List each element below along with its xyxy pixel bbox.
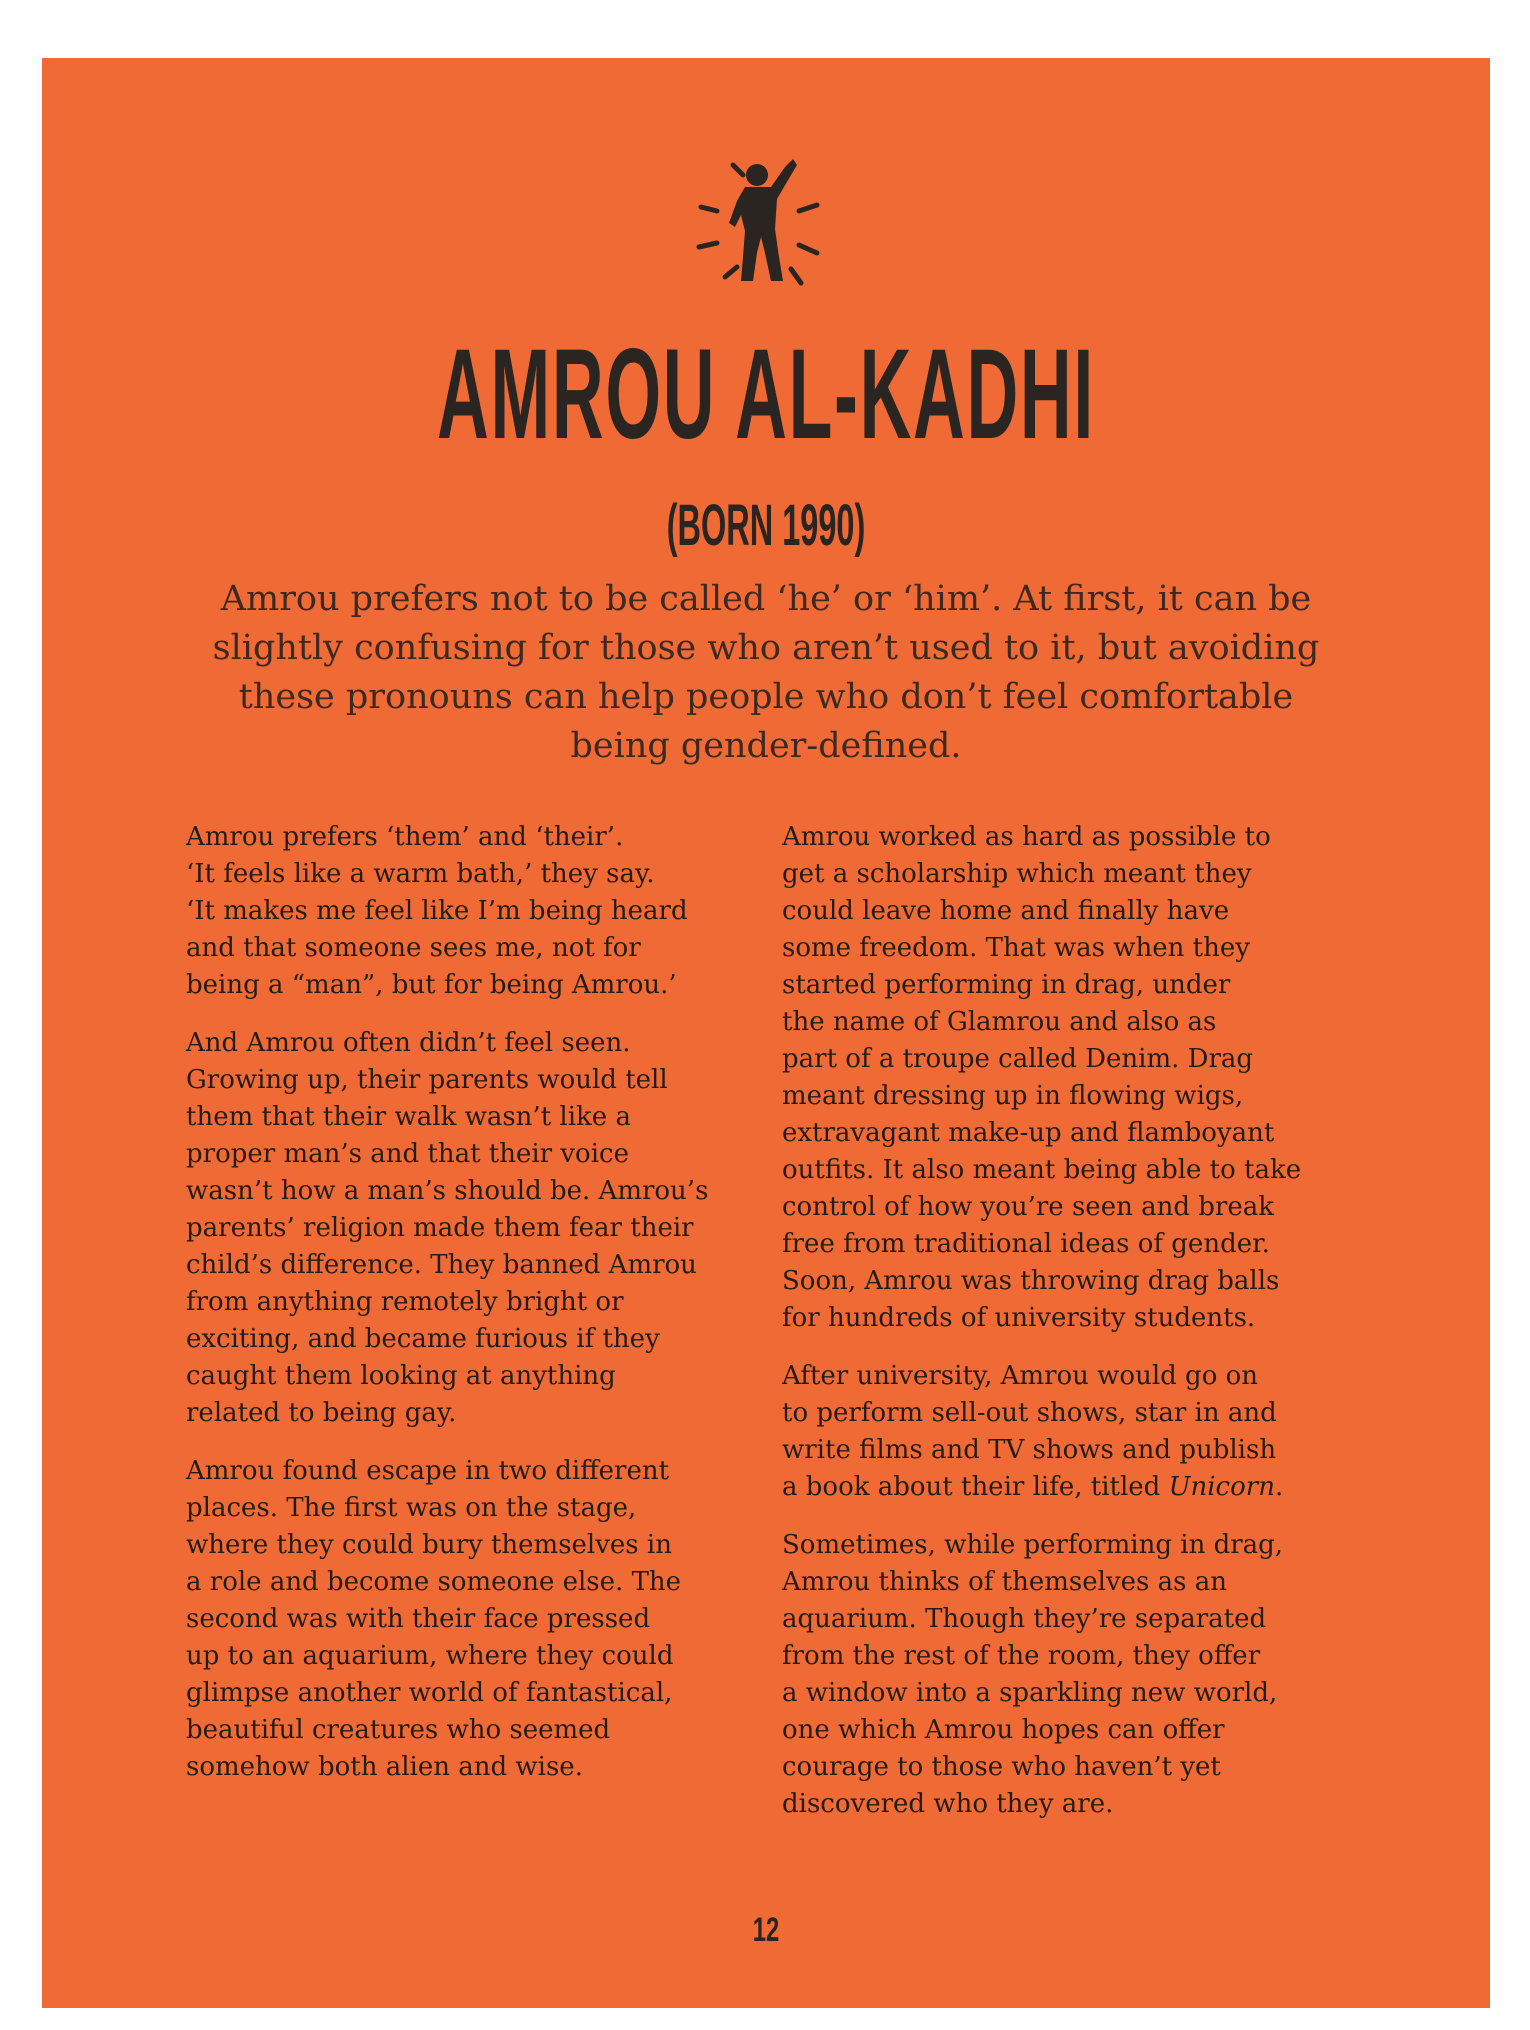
page-number: 12 bbox=[752, 1911, 780, 1949]
paragraph: Amrou found escape in two different places. The first was on the stage, where they could bury themselves in a role and become someone else. The second was with their face pressed up to an aquarium, where they could glimpse another world of fantastical, beautiful creatures who seemed somehow both alien and wise. bbox=[186, 1456, 682, 1782]
paragraph-after-university bbox=[782, 1358, 1422, 1506]
book-title: Unicorn bbox=[1168, 1472, 1275, 1502]
paragraph: Sometimes, while performing in drag, Amrou thinks of themselves as an aquarium. Though they’re separated from the rest of the room, they offer a window into a sparkling new world, one which Amrou hopes can offer courage to those who haven’t yet discovered who they are. bbox=[782, 1530, 1284, 1819]
page-title: AMROU AL-KADHI bbox=[437, 323, 1095, 466]
page-background bbox=[42, 58, 1490, 2008]
paragraph: Amrou prefers ‘them’ and ‘their’. ‘It feels like a warm bath,’ they say. ‘It makes me feel like I’m being heard and that someone sees me, not for being a “man”, but for being Amrou.’ bbox=[186, 822, 688, 1000]
intro-text: Amrou prefers not to be called ‘he’ or ‘him’. At first, it can be slightly confusing for those who aren’t used to it, but avoiding these pronouns can help people who don’t feel comfortable being gender-defined. bbox=[212, 579, 1320, 766]
sentence-end: . bbox=[1274, 1472, 1284, 1502]
paragraph: And Amrou often didn’t feel seen. Growing up, their parents would tell them that their walk wasn’t like a proper man’s and that their voice wasn’t how a man’s should be. Amrou’s parents’ religion made them fear their child’s difference. They banned Amrou from anything remotely bright or exciting, and became furious if they caught them looking at anything related to being gay. bbox=[186, 1028, 709, 1428]
birth-year: (BORN 1990) bbox=[666, 493, 866, 558]
right-column bbox=[782, 819, 1422, 1844]
left-column bbox=[186, 819, 792, 1807]
paragraph: Amrou worked as hard as possible to get a scholarship which meant they could leave home and finally have some freedom. That was when they started performing in drag, under the name of Glamrou and also as part of a troupe called Denim. Drag meant dressing up in flowing wigs, extravagant make-up and flamboyant outfits. It also meant being able to take control of how you’re seen and break free from traditional ideas of gender. Soon, Amrou was throwing drag balls for hundreds of university students. bbox=[782, 822, 1302, 1333]
person-raised-fist-icon bbox=[695, 153, 837, 289]
after-university-text: After university, Amrou would go on to perform sell-out shows, star in and write films and TV shows and publish a book about their life, titled bbox=[782, 1361, 1277, 1502]
